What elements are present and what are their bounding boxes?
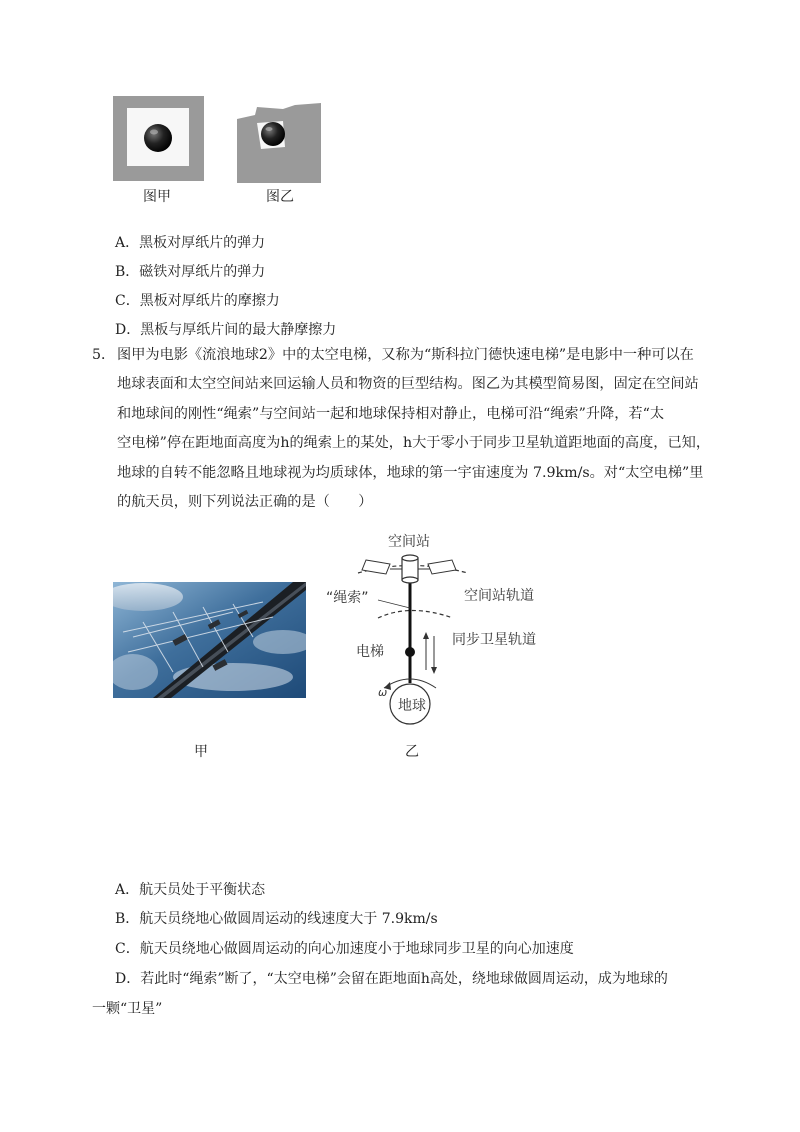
q5-stem-line-4: 空电梯”停在距地面高度为h的绳索上的某处，h大于零小于同步卫星轨道距地面的高度，已知， [117,435,711,452]
q5-stem-line-2: 地球表面和太空空间站来回运输人员和物资的巨型结构。图乙为其模型简易图，固定在空间站 [117,376,699,393]
q5-option-a[interactable] [115,881,265,899]
q5-option-text: 航天员绕地心做圆周运动的向心加速度小于地球同步卫星的向心加速度 [139,941,574,957]
q4-option-text: 黑板对厚纸片的弹力 [139,235,266,251]
figure-yi-caption: 图乙 [266,189,294,205]
q5-option-letter: A． [115,882,140,898]
figure-jia-magnet [113,96,204,181]
q5-option-text: 航天员绕地心做圆周运动的线速度大于 7.9km/s [139,911,438,927]
sync-orbit-arc [378,611,453,619]
q4-option-text: 黑板对厚纸片的摩擦力 [139,293,280,309]
q4-option-letter: C． [115,293,140,309]
q5-option-d[interactable] [115,970,668,988]
q4-option-letter: B． [115,264,140,280]
space-elevator-diagram [318,528,568,728]
omega-label: ω [378,686,388,699]
diagram-caption-yi: 乙 [405,744,419,760]
q5-number: 5． [92,347,116,363]
q5-stem-line-5: 地球的自转不能忽略且地球视为均质球体，地球的第一宇宙速度为 7.9km/s。对“太空电梯”里 [117,464,704,481]
q4-option-letter: D． [115,322,141,338]
q5-stem [92,341,722,517]
q4-option-a[interactable] [115,234,265,252]
q4-option-d[interactable] [115,321,336,339]
q5-stem-line-1: 5． 图甲为电影《流浪地球2》中的太空电梯，又称为“斯科拉门德快速电梯”是电影中一种可以在 [92,341,722,370]
q4-option-letter: A． [115,235,140,251]
rope-label: “绳索” [326,590,369,606]
space-elevator-photo [113,582,306,698]
q5-stem-line-3: 和地球间的刚性“绳索”与空间站一起和地球保持相对静止，电梯可沿“绳索”升降，若“太 [117,405,665,422]
figure-yi-magnet [235,103,323,183]
q5-option-b[interactable] [115,910,438,928]
q4-option-c[interactable] [115,292,280,310]
q4-option-text: 磁铁对厚纸片的弹力 [139,264,266,280]
earth-label: 地球 [398,698,426,714]
photo-caption-jia: 甲 [194,744,208,760]
q5-option-text: 若此时“绳索”断了，“太空电梯”会留在距地面h高处，绕地球做圆周运动，成为地球的 [140,971,668,987]
q4-option-b[interactable] [115,263,265,281]
sync-orbit-label: 同步卫星轨道 [452,632,536,648]
q5-stem-line-6: 的航天员，则下列说法正确的是（ ） [117,494,373,511]
q5-option-text: 航天员处于平衡状态 [139,882,266,898]
q5-option-letter: C． [115,941,140,957]
q5-option-d-continuation: 一颗“卫星” [92,1001,163,1017]
elevator-label: 电梯 [356,644,384,660]
q5-option-letter: D． [115,971,141,987]
station-label: 空间站 [388,534,430,550]
q5-option-letter: B． [115,911,140,927]
station-orbit-label: 空间站轨道 [464,588,534,604]
q5-option-c[interactable] [115,940,574,958]
q4-option-text: 黑板与厚纸片间的最大静摩擦力 [140,322,337,338]
figure-jia-caption: 图甲 [143,189,171,205]
elevator-dot [405,647,415,657]
